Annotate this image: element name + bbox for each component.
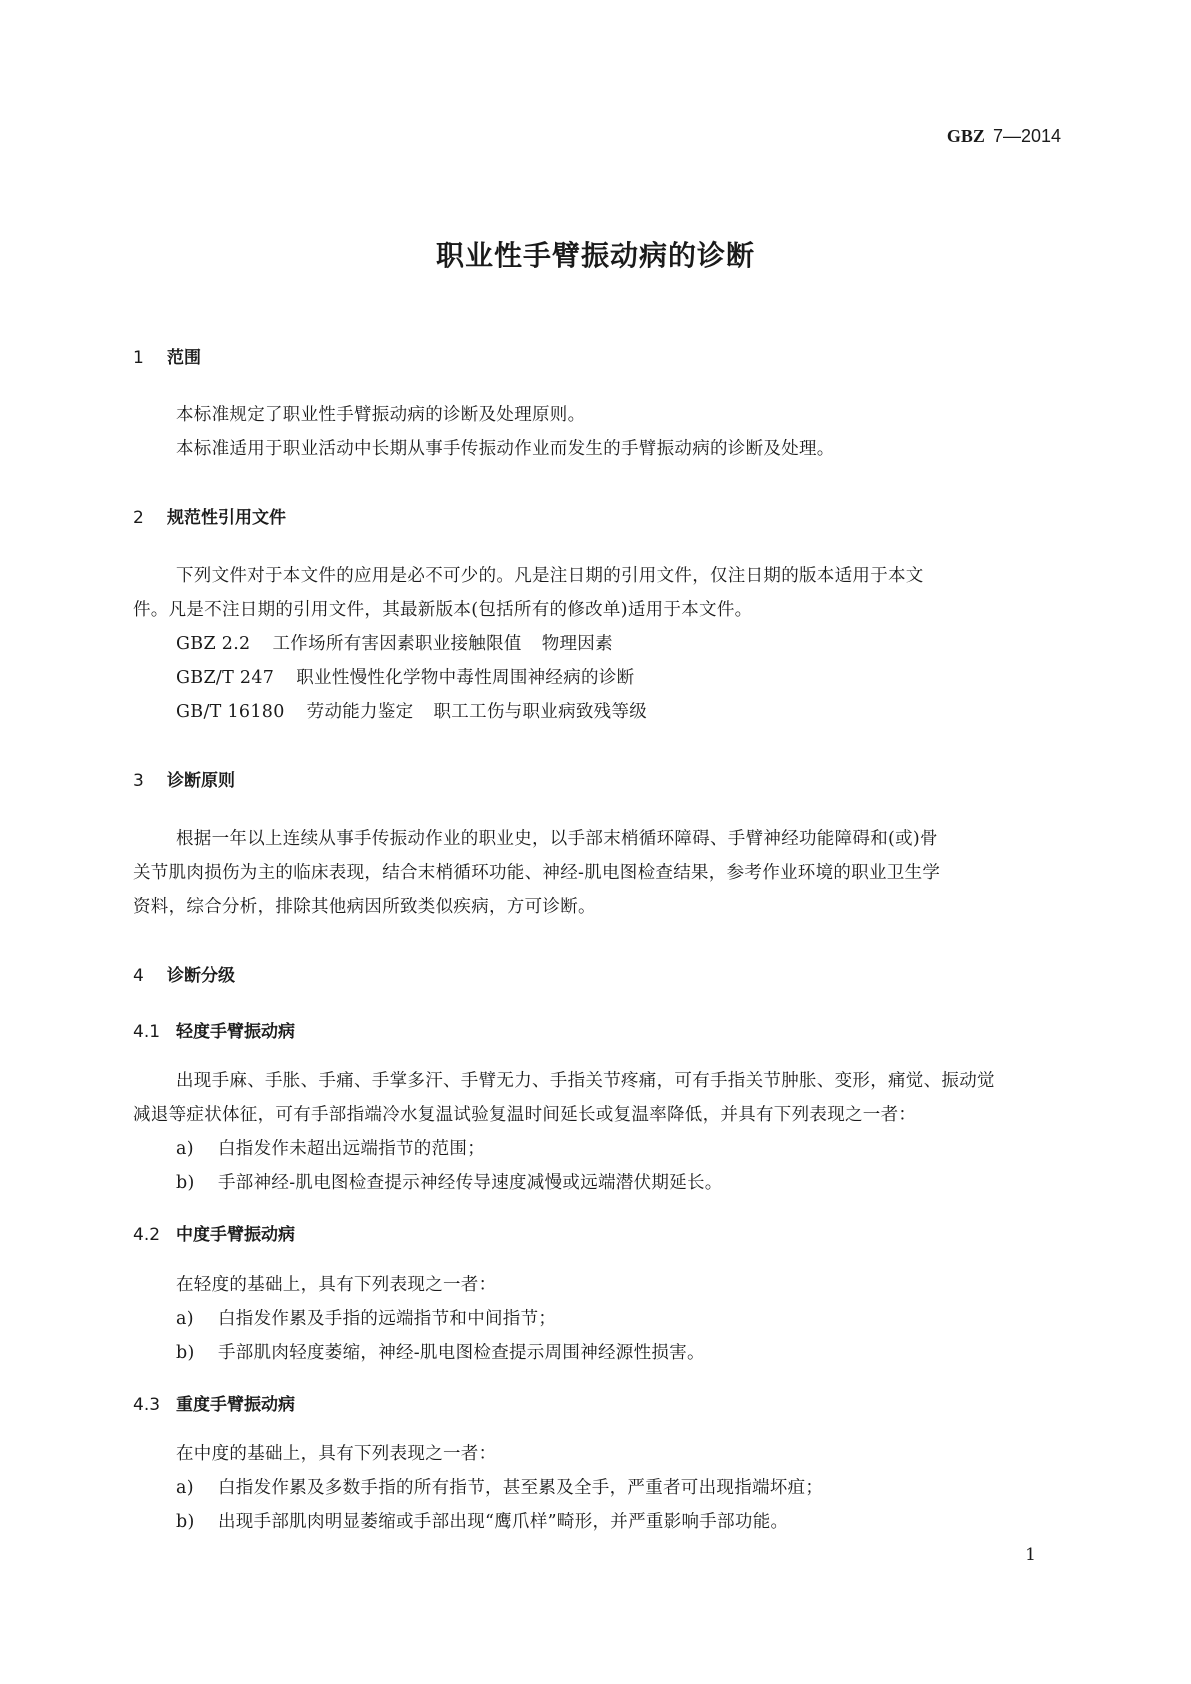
- paragraph: 出现手麻、手胀、手痛、手掌多汗、手臂无力、手指关节疼痛，可有手指关节肿胀、变形，痛觉、振动觉: [176, 1071, 995, 1091]
- standard-number: 7—2014: [992, 126, 1061, 146]
- paragraph: 本标准规定了职业性手臂振动病的诊断及处理原则。: [176, 405, 586, 425]
- paragraph: 本标准适用于职业活动中长期从事手传振动作业而发生的手臂振动病的诊断及处理。: [176, 439, 835, 459]
- standard-code: [947, 126, 1061, 147]
- list-item: b) 手部神经-肌电图检查提示神经传导速度减慢或远端潜伏期延长。: [176, 1173, 723, 1193]
- paragraph: 下列文件对于本文件的应用是必不可少的。凡是注日期的引用文件，仅注日期的版本适用于本文: [176, 566, 924, 586]
- standard-prefix: GBZ: [946, 126, 985, 146]
- page-title: 职业性手臂振动病的诊断: [435, 239, 755, 272]
- paragraph: 资料，综合分析，排除其他病因所致类似疾病，方可诊断。: [133, 897, 596, 917]
- section-heading-3: 3 诊断原则: [133, 771, 235, 791]
- paragraph: 关节肌肉损伤为主的临床表现，结合末梢循环功能、神经-肌电图检查结果，参考作业环境的职业卫生学: [133, 863, 941, 883]
- paragraph: 在轻度的基础上，具有下列表现之一者：: [176, 1275, 497, 1295]
- page-number: 1: [1025, 1545, 1036, 1565]
- section-heading-4: 4 诊断分级: [133, 966, 235, 986]
- paragraph: 在中度的基础上，具有下列表现之一者：: [176, 1444, 497, 1464]
- section-heading-2: 2 规范性引用文件: [133, 508, 286, 528]
- paragraph: 减退等症状体征，可有手部指端冷水复温试验复温时间延长或复温率降低，并具有下列表现之一者：: [133, 1105, 917, 1125]
- section-heading-1: 1 范围: [133, 348, 201, 368]
- paragraph: 根据一年以上连续从事手传振动作业的职业史，以手部末梢循环障碍、手臂神经功能障碍和(或)骨: [176, 829, 938, 849]
- list-item: a) 白指发作未超出远端指节的范围；: [176, 1139, 485, 1159]
- list-item: a) 白指发作累及手指的远端指节和中间指节；: [176, 1309, 557, 1329]
- list-item: a) 白指发作累及多数手指的所有指节，甚至累及全手，严重者可出现指端坏疽；: [176, 1478, 824, 1498]
- reference-item: GBZ 2.2 工作场所有害因素职业接触限值 物理因素: [176, 634, 613, 654]
- list-item: b) 手部肌肉轻度萎缩，神经-肌电图检查提示周围神经源性损害。: [176, 1343, 705, 1363]
- subsection-heading-4-3: 4.3 重度手臂振动病: [133, 1395, 295, 1415]
- subsection-heading-4-1: 4.1 轻度手臂振动病: [133, 1022, 295, 1042]
- list-item: b) 出现手部肌肉明显萎缩或手部出现“鹰爪样”畸形，并严重影响手部功能。: [176, 1512, 789, 1532]
- reference-item: GBZ/T 247 职业性慢性化学物中毒性周围神经病的诊断: [176, 668, 635, 688]
- subsection-heading-4-2: 4.2 中度手臂振动病: [133, 1225, 295, 1245]
- reference-item: GB/T 16180 劳动能力鉴定 职工工伤与职业病致残等级: [176, 702, 648, 722]
- paragraph: 件。凡是不注日期的引用文件，其最新版本(包括所有的修改单)适用于本文件。: [133, 600, 753, 620]
